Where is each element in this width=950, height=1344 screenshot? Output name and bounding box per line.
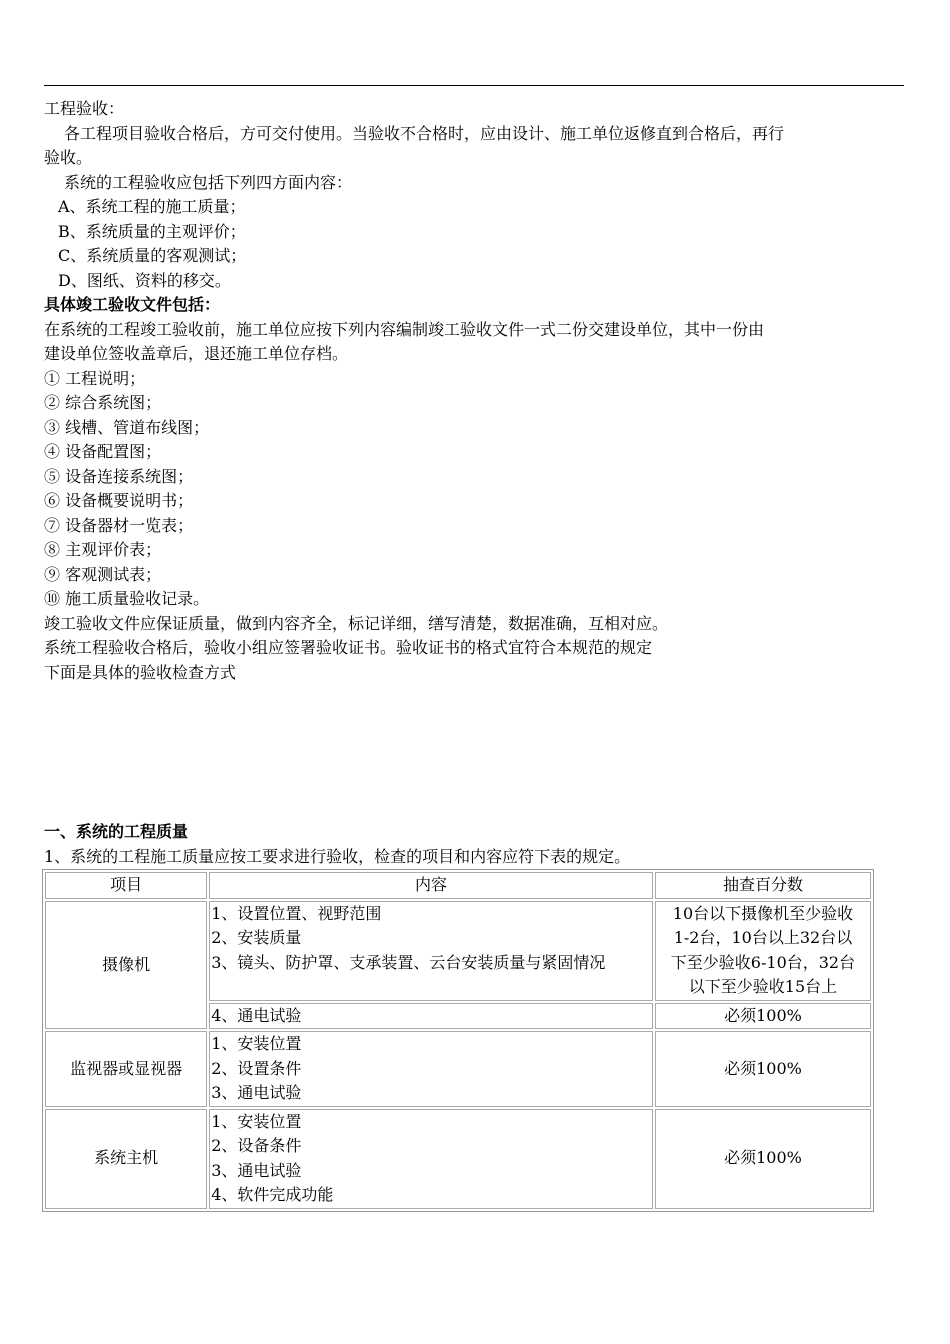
camera-percent-line: 10台以下摄像机至少验收	[672, 903, 854, 923]
inspection-table	[42, 869, 874, 1212]
documents-item: ⑤ 设备连接系统图；	[44, 466, 194, 486]
acceptance-para1-line1: 各工程项目验收合格后，方可交付使用。当验收不合格时，应由设计、施工单位返修直到合格后，再行	[64, 123, 785, 143]
documents-note: 竣工验收文件应保证质量，做到内容齐全，标记详细，缮写清楚，数据准确，互相对应。	[44, 613, 669, 633]
camera-content-line: 2、安装质量	[211, 928, 302, 947]
host-item: 系统主机	[45, 1109, 207, 1209]
monitor-content-line: 3、通电试验	[211, 1083, 302, 1102]
documents-heading: 具体竣工验收文件包括：	[44, 295, 221, 314]
table-header-row	[45, 872, 871, 899]
acceptance-item: B、系统质量的主观评价；	[58, 221, 246, 241]
host-content-line: 4、软件完成功能	[211, 1185, 334, 1204]
monitor-content-line: 2、设置条件	[211, 1058, 302, 1078]
acceptance-item: A、系统工程的施工质量；	[58, 197, 246, 216]
acceptance-heading: 工程验收：	[44, 99, 125, 118]
camera-percent-line: 1-2台，10台以上32台以	[673, 928, 853, 947]
camera-power-percent: 必须100%	[655, 1003, 871, 1030]
header-item: 项目	[45, 872, 207, 899]
acceptance-para1-line2: 验收。	[44, 148, 93, 167]
acceptance-item: C、系统质量的客观测试；	[58, 246, 247, 265]
header-rule	[44, 85, 904, 86]
camera-power-content: 4、通电试验	[209, 1003, 653, 1030]
table-row	[45, 901, 871, 1001]
documents-para-line2: 建设单位签收盖章后，退还施工单位存档。	[44, 344, 349, 363]
documents-item: ⑨ 客观测试表；	[44, 564, 162, 584]
acceptance-section	[44, 97, 914, 685]
host-content-line: 1、安装位置	[211, 1111, 302, 1131]
table-row	[45, 1031, 871, 1107]
section-one-heading: 一、系统的工程质量	[44, 822, 189, 841]
host-content-line: 3、通电试验	[211, 1160, 302, 1180]
host-percent: 必须100%	[655, 1109, 871, 1209]
header-percent: 抽查百分数	[655, 872, 871, 899]
camera-content-line: 3、镜头、防护罩、支承装置、云台安装质量与紧固情况	[211, 952, 606, 972]
camera-content	[209, 901, 653, 1001]
host-content	[209, 1109, 653, 1209]
camera-item: 摄像机	[45, 901, 207, 1030]
camera-content-line: 1、设置位置、视野范围	[211, 903, 382, 923]
documents-note: 系统工程验收合格后，验收小组应签署验收证书。验收证书的格式宜符合本规范的规定	[44, 638, 653, 657]
monitor-content	[209, 1031, 653, 1107]
monitor-content-line: 1、安装位置	[211, 1034, 302, 1053]
documents-note: 下面是具体的验收检查方式	[44, 662, 237, 682]
documents-para-line1: 在系统的工程竣工验收前，施工单位应按下列内容编制竣工验收文件一式二份交建设单位，其中一份由	[44, 319, 765, 339]
documents-item: ② 综合系统图；	[44, 393, 162, 412]
camera-percent-line: 下至少验收6-10台，32台	[670, 952, 856, 972]
documents-item: ⑦ 设备器材一览表；	[44, 515, 194, 535]
host-content-line: 2、设备条件	[211, 1136, 302, 1155]
camera-percent-line: 以下至少验收15台上	[688, 977, 838, 996]
documents-item: ⑩ 施工质量验收记录。	[44, 589, 210, 608]
header-content: 内容	[209, 872, 653, 899]
monitor-item: 监视器或显视器	[45, 1031, 207, 1107]
section-one	[44, 820, 914, 869]
table-row	[45, 1109, 871, 1209]
acceptance-para2: 系统的工程验收应包括下列四方面内容：	[64, 172, 353, 192]
documents-item: ⑧ 主观评价表；	[44, 540, 162, 559]
documents-item: ⑥ 设备概要说明书；	[44, 491, 194, 510]
documents-item: ④ 设备配置图；	[44, 442, 162, 461]
monitor-percent: 必须100%	[655, 1031, 871, 1107]
section-one-intro: 1、系统的工程施工质量应按工要求进行验收，检查的项目和内容应符下表的规定。	[44, 846, 631, 866]
documents-item: ① 工程说明；	[44, 368, 146, 388]
camera-percent	[655, 901, 871, 1001]
acceptance-item: D、图纸、资料的移交。	[58, 270, 231, 290]
documents-item: ③ 线槽、管道布线图；	[44, 417, 210, 437]
